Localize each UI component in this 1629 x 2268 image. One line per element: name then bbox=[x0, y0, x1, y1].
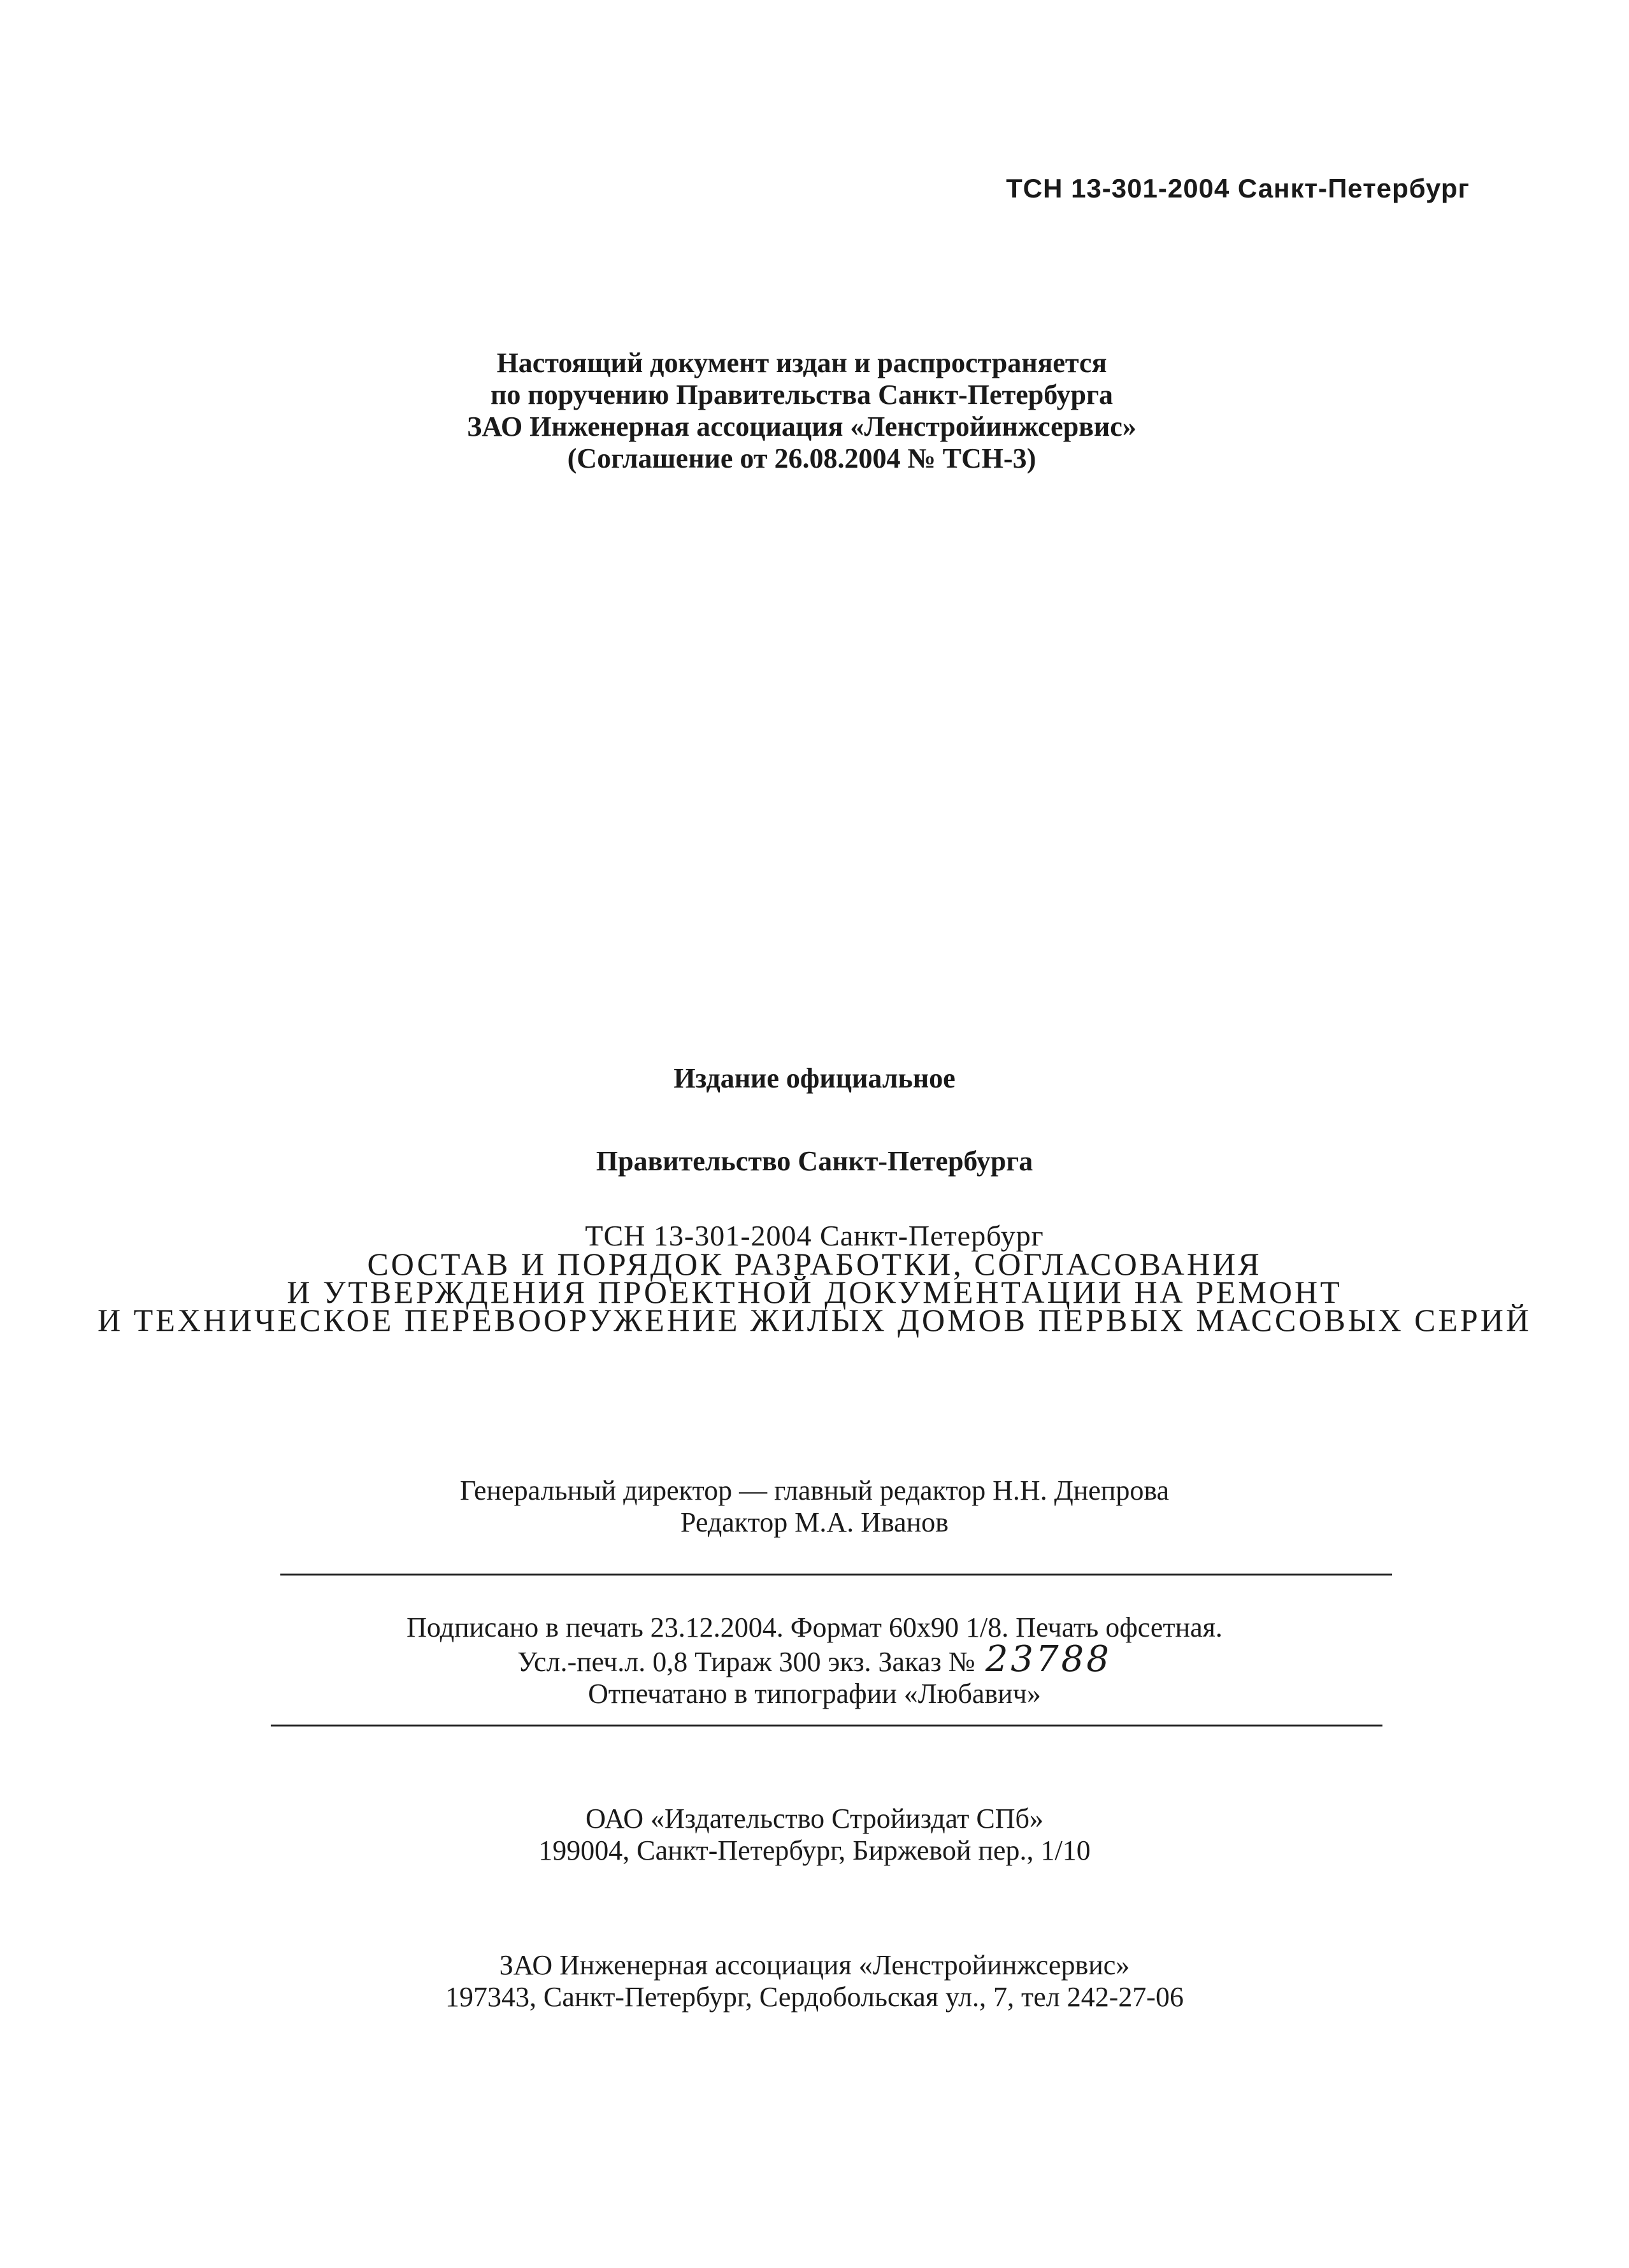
official-edition-text: Издание официальное bbox=[673, 1063, 956, 1094]
notice-line: по поручению Правительства Санкт-Петербурга bbox=[491, 379, 1113, 410]
print-info-line bbox=[0, 1639, 1629, 1680]
print-info-line: Подписано в печать 23.12.2004. Формат 60х90 1/8. Печать офсетная. bbox=[406, 1612, 1223, 1643]
staff-credits bbox=[0, 1475, 1629, 1539]
title-code: ТСН 13-301-2004 Санкт-Петербург bbox=[585, 1219, 1044, 1252]
government-text: Правительство Санкт-Петербурга bbox=[596, 1145, 1033, 1177]
publisher-info bbox=[0, 1803, 1629, 1867]
notice-line: ЗАО Инженерная ассоциация «Ленстройинжсервис» bbox=[467, 411, 1137, 442]
title-line: И ТЕХНИЧЕСКОЕ ПЕРЕВООРУЖЕНИЕ ЖИЛЫХ ДОМОВ ПЕРВЫХ МАССОВЫХ СЕРИЙ bbox=[97, 1302, 1532, 1338]
divider-top bbox=[280, 1574, 1392, 1575]
publication-notice bbox=[0, 347, 1616, 475]
official-edition-label bbox=[0, 1063, 1629, 1095]
print-info-prefix: Усл.-печ.л. 0,8 Тираж 300 экз. Заказ № bbox=[517, 1646, 975, 1677]
document-code-header: ТСН 13-301-2004 Санкт-Петербург bbox=[1006, 173, 1470, 203]
print-info bbox=[0, 1612, 1629, 1710]
association-address: 197343, Санкт-Петербург, Сердобольская ул., 7, тел 242-27-06 bbox=[445, 1981, 1184, 2013]
government-label bbox=[0, 1145, 1629, 1177]
notice-line: (Соглашение от 26.08.2004 № ТСН-3) bbox=[567, 443, 1037, 474]
handwritten-order-number: 23788 bbox=[985, 1639, 1112, 1680]
association-name: ЗАО Инженерная ассоциация «Ленстройинжсервис» bbox=[499, 1949, 1130, 1981]
editor-credit: Редактор М.А. Иванов bbox=[680, 1507, 949, 1538]
title-line: СОСТАВ И ПОРЯДОК РАЗРАБОТКИ, СОГЛАСОВАНИЯ bbox=[367, 1246, 1262, 1282]
title-line: И УТВЕРЖДЕНИЯ ПРОЕКТНОЙ ДОКУМЕНТАЦИИ НА РЕМОНТ bbox=[287, 1274, 1342, 1310]
notice-line: Настоящий документ издан и распространяется bbox=[496, 347, 1107, 378]
publisher-address: 199004, Санкт-Петербург, Биржевой пер., 1/10 bbox=[538, 1835, 1091, 1866]
document-title bbox=[0, 1219, 1629, 1338]
print-info-line: Отпечатано в типографии «Любавич» bbox=[588, 1678, 1041, 1709]
publisher-name: ОАО «Издательство Стройиздат СПб» bbox=[585, 1803, 1044, 1834]
director-credit: Генеральный директор — главный редактор Н.Н. Днепрова bbox=[459, 1475, 1170, 1506]
association-info bbox=[0, 1949, 1629, 2013]
divider-bottom bbox=[271, 1725, 1382, 1726]
